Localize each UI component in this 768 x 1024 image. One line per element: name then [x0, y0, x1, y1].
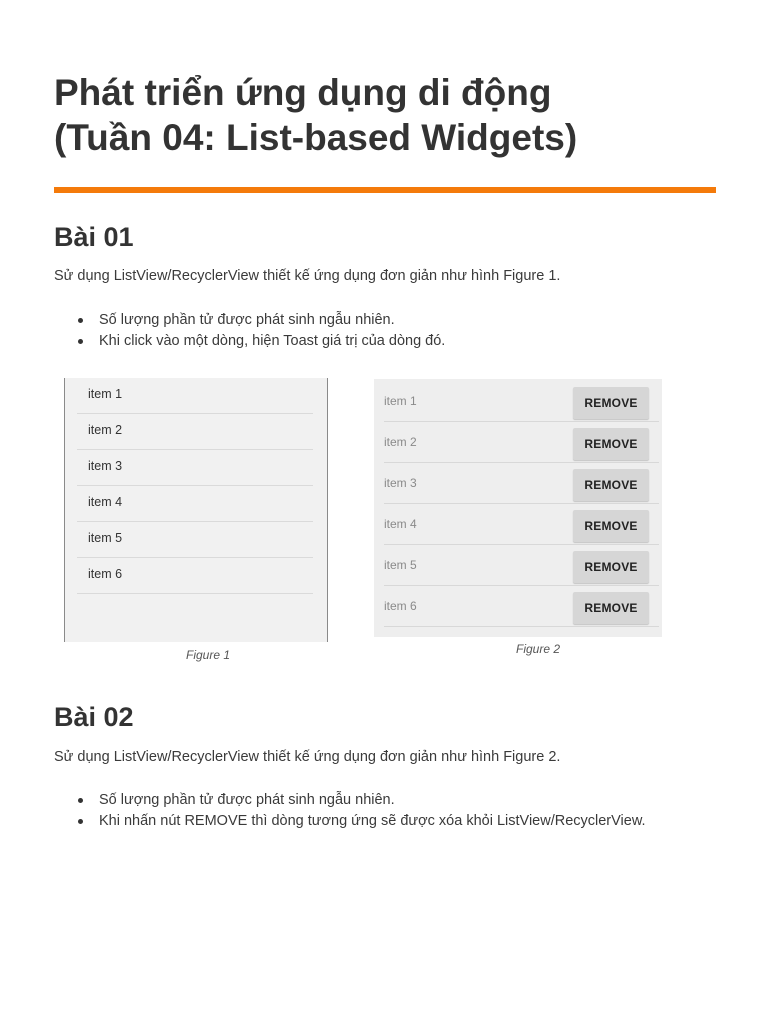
figure-2-caption: Figure 2	[516, 642, 561, 656]
list-item-label: item 1	[88, 387, 123, 401]
list-item[interactable]	[77, 522, 313, 558]
page-title	[54, 70, 734, 160]
list-item[interactable]	[77, 378, 313, 414]
list-item[interactable]	[77, 558, 313, 594]
figure-1-listview	[64, 378, 328, 642]
remove-button[interactable]: REMOVE	[573, 510, 649, 542]
page-title-line1: Phát triển ứng dụng di động	[54, 72, 552, 113]
list-item-label: item 2	[384, 435, 417, 449]
bullet-list-bai-02	[78, 790, 646, 832]
section-description-bai-02: Sử dụng ListView/RecyclerView thiết kế ứng dụng đơn giản như hình Figure 2.	[54, 749, 561, 765]
list-item-label: item 4	[88, 495, 123, 509]
list-item-label: item 4	[384, 517, 417, 531]
list-item-label: item 1	[384, 394, 417, 408]
remove-button[interactable]: REMOVE	[573, 387, 649, 419]
remove-button[interactable]: REMOVE	[573, 592, 649, 624]
list-item-label: item 5	[384, 558, 417, 572]
list-item-label: item 3	[88, 459, 123, 473]
list-item	[384, 586, 659, 627]
list-item: Khi click vào một dòng, hiện Toast giá trị của dòng đó.	[78, 331, 445, 352]
remove-button[interactable]: REMOVE	[573, 428, 649, 460]
bullet-list-bai-01	[78, 310, 445, 352]
section-heading-bai-01: Bài 01	[54, 222, 134, 252]
page-title-line2: (Tuần 04: List-based Widgets)	[54, 117, 578, 158]
list-item	[384, 463, 659, 504]
list-item[interactable]	[77, 450, 313, 486]
list-item[interactable]	[77, 414, 313, 450]
list-item-label: item 5	[88, 531, 123, 545]
section-heading-bai-02: Bài 02	[54, 702, 134, 732]
list-item[interactable]	[77, 486, 313, 522]
section-description-bai-01: Sử dụng ListView/RecyclerView thiết kế ứng dụng đơn giản như hình Figure 1.	[54, 268, 561, 284]
list-item-label: item 2	[88, 423, 123, 437]
list-item	[384, 504, 659, 545]
figure-1-caption: Figure 1	[186, 648, 231, 662]
figure-2-listview	[374, 379, 662, 637]
remove-button[interactable]: REMOVE	[573, 469, 649, 501]
list-item	[384, 422, 659, 463]
list-item: Số lượng phần tử được phát sinh ngẫu nhiên.	[78, 310, 445, 331]
list-item-label: item 6	[88, 567, 123, 581]
list-item-label: item 3	[384, 476, 417, 490]
list-item-label: item 6	[384, 599, 417, 613]
list-item	[384, 381, 659, 422]
list-item	[384, 545, 659, 586]
title-divider	[54, 187, 716, 193]
remove-button[interactable]: REMOVE	[573, 551, 649, 583]
list-item: Số lượng phần tử được phát sinh ngẫu nhiên.	[78, 790, 646, 811]
list-item: Khi nhấn nút REMOVE thì dòng tương ứng sẽ được xóa khỏi ListView/RecyclerView.	[78, 811, 646, 832]
